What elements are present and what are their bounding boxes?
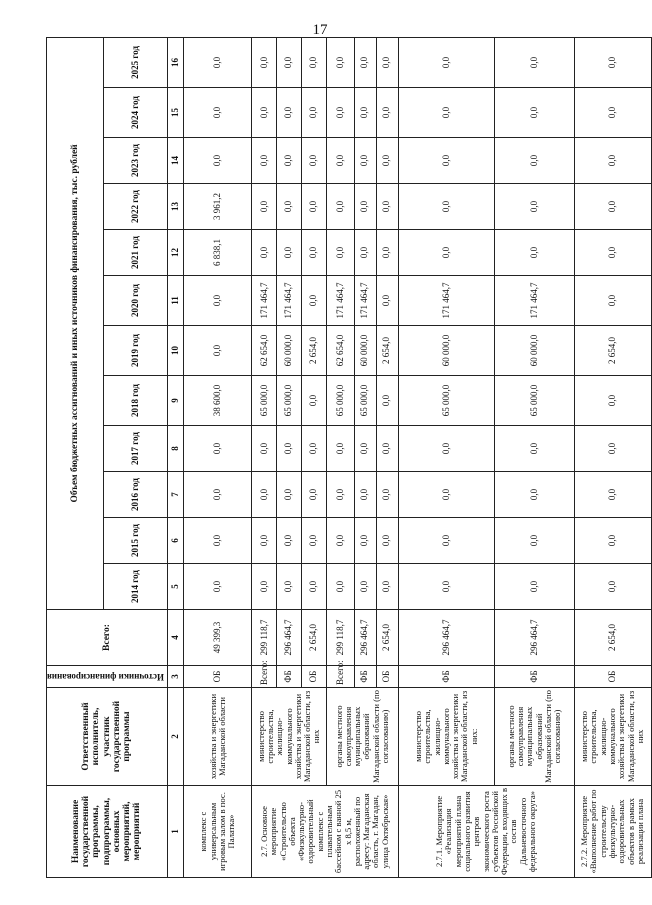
value-cell: 0,0 <box>398 472 495 518</box>
value-cell: 60 000,0 <box>354 326 376 376</box>
column-number: 13 <box>167 184 184 230</box>
header-year: 2014 год <box>104 564 167 610</box>
header-year: 2023 год <box>104 138 167 184</box>
column-number: 1 <box>167 786 184 878</box>
total-cell: 296 464,7 <box>495 610 574 666</box>
table-row <box>574 37 651 877</box>
value-cell: 0,0 <box>184 276 252 326</box>
value-cell: 0,0 <box>495 518 574 564</box>
value-cell: 0,0 <box>354 230 376 276</box>
value-cell: 0,0 <box>376 518 398 564</box>
column-number: 11 <box>167 276 184 326</box>
total-cell: 296 464,7 <box>398 610 495 666</box>
table-row <box>398 37 495 877</box>
header-year: 2018 год <box>104 376 167 426</box>
value-cell: 0,0 <box>398 518 495 564</box>
value-cell: 0,0 <box>398 88 495 138</box>
value-cell: 2 654,0 <box>574 326 651 376</box>
value-cell: 0,0 <box>252 564 277 610</box>
value-cell: 0,0 <box>574 472 651 518</box>
value-cell: 0,0 <box>376 426 398 472</box>
value-cell: 0,0 <box>252 37 277 87</box>
total-cell: 299 118,7 <box>252 610 277 666</box>
value-cell: 0,0 <box>574 37 651 87</box>
value-cell: 0,0 <box>184 518 252 564</box>
header-total: Всего: <box>47 610 168 666</box>
value-cell: 0,0 <box>376 37 398 87</box>
value-cell: 2 654,0 <box>302 326 327 376</box>
value-cell: 0,0 <box>398 426 495 472</box>
source-cell: ОБ <box>574 666 651 688</box>
table-row <box>327 37 354 877</box>
value-cell: 0,0 <box>574 184 651 230</box>
value-cell: 0,0 <box>495 426 574 472</box>
value-cell: 0,0 <box>327 472 354 518</box>
program-name-cell: 2.7.2. Мероприятие «Выполнение работ по строительству физкультурно-оздоровительных объектов в рамках реализации плана <box>574 786 651 878</box>
source-cell: ФБ <box>398 666 495 688</box>
value-cell: 0,0 <box>277 518 302 564</box>
value-cell: 0,0 <box>574 426 651 472</box>
value-cell: 0,0 <box>302 376 327 426</box>
executor-cell: министерство строительства, жилищно-коммунального хозяйства и энергетики Магаданской области, из них: <box>398 688 495 786</box>
column-number: 15 <box>167 88 184 138</box>
table-row <box>252 37 277 877</box>
header-year: 2022 год <box>104 184 167 230</box>
source-cell: ОБ <box>302 666 327 688</box>
value-cell: 0,0 <box>302 472 327 518</box>
value-cell: 6 838,1 <box>184 230 252 276</box>
funding-table <box>46 37 652 878</box>
value-cell: 0,0 <box>327 184 354 230</box>
column-number-row <box>167 37 184 877</box>
header-funding-title: Объем бюджетных ассигнований и иных источников финансирования, тыс. рублей <box>47 37 104 609</box>
value-cell: 0,0 <box>398 230 495 276</box>
program-name-cell: 2.7.1. Мероприятие «Реализация мероприятий плана социального развития центров экономического роста субъектов Российской Федерации, входящих в состав Дальневосточного федерального округа» <box>398 786 574 878</box>
value-cell: 0,0 <box>495 184 574 230</box>
value-cell: 0,0 <box>277 184 302 230</box>
total-cell: 2 654,0 <box>376 610 398 666</box>
value-cell: 62 654,0 <box>327 326 354 376</box>
column-number: 14 <box>167 138 184 184</box>
value-cell: 0,0 <box>376 184 398 230</box>
column-number: 8 <box>167 426 184 472</box>
total-cell: 296 464,7 <box>277 610 302 666</box>
value-cell: 65 000,0 <box>398 376 495 426</box>
total-cell: 296 464,7 <box>354 610 376 666</box>
value-cell: 0,0 <box>354 518 376 564</box>
value-cell: 0,0 <box>354 184 376 230</box>
value-cell: 0,0 <box>495 472 574 518</box>
program-name-cell: комплекс с универсальным игровым залом в пос. Палатка» <box>184 786 252 878</box>
value-cell: 65 000,0 <box>354 376 376 426</box>
value-cell: 0,0 <box>376 138 398 184</box>
program-name-cell: 2.7. Основное мероприятие «Строительство объекта «Физкультурно-оздоровительный комплекс с плавательным бассейном с ванной 25 х 8,5 м, расположенный по адресу: Магаданская область, г. Магадан, улица Октябрьская» <box>252 786 398 878</box>
value-cell: 0,0 <box>277 138 302 184</box>
value-cell: 65 000,0 <box>252 376 277 426</box>
value-cell: 60 000,0 <box>398 326 495 376</box>
header-year: 2019 год <box>104 326 167 376</box>
value-cell: 0,0 <box>398 184 495 230</box>
value-cell: 65 000,0 <box>327 376 354 426</box>
source-cell: ОБ <box>184 666 252 688</box>
value-cell: 0,0 <box>327 564 354 610</box>
value-cell: 0,0 <box>184 88 252 138</box>
executor-cell: органы местного самоуправления муниципальных образований Магаданской области (по согласованию) <box>327 688 398 786</box>
value-cell: 0,0 <box>354 37 376 87</box>
value-cell: 0,0 <box>354 426 376 472</box>
executor-cell: органы местного самоуправления муниципальных образований Магаданской области (по согласованию) <box>495 688 574 786</box>
value-cell: 0,0 <box>302 37 327 87</box>
executor-cell: хозяйства и энергетики Магаданской области <box>184 688 252 786</box>
value-cell: 0,0 <box>574 376 651 426</box>
value-cell: 0,0 <box>376 564 398 610</box>
table-row <box>495 37 574 877</box>
value-cell: 0,0 <box>327 426 354 472</box>
value-cell: 0,0 <box>574 518 651 564</box>
source-cell: ФБ <box>495 666 574 688</box>
header-year: 2024 год <box>104 88 167 138</box>
value-cell: 0,0 <box>252 230 277 276</box>
value-cell: 0,0 <box>302 230 327 276</box>
value-cell: 171 464,7 <box>252 276 277 326</box>
header-source <box>47 666 168 688</box>
value-cell: 0,0 <box>252 426 277 472</box>
value-cell: 0,0 <box>302 276 327 326</box>
value-cell: 171 464,7 <box>327 276 354 326</box>
value-cell: 0,0 <box>495 230 574 276</box>
column-number: 16 <box>167 37 184 87</box>
total-cell: 49 399,3 <box>184 610 252 666</box>
value-cell: 0,0 <box>302 426 327 472</box>
header-year: 2015 год <box>104 518 167 564</box>
header-executor: Ответственный исполнитель, участник государственной программы <box>47 688 168 786</box>
source-cell: ФБ <box>277 666 302 688</box>
source-cell: Всего: <box>252 666 277 688</box>
value-cell: 0,0 <box>327 88 354 138</box>
header-year: 2016 год <box>104 472 167 518</box>
value-cell: 2 654,0 <box>376 326 398 376</box>
header-year: 2021 год <box>104 230 167 276</box>
total-cell: 2 654,0 <box>574 610 651 666</box>
value-cell: 0,0 <box>277 426 302 472</box>
table-rotation-wrapper <box>46 38 645 878</box>
column-number: 3 <box>167 666 184 688</box>
value-cell: 0,0 <box>574 88 651 138</box>
value-cell: 0,0 <box>354 564 376 610</box>
value-cell: 38 600,0 <box>184 376 252 426</box>
value-cell: 60 000,0 <box>277 326 302 376</box>
value-cell: 0,0 <box>495 88 574 138</box>
executor-cell: министерство строительства, жилищно-коммунального хозяйства и энергетики Магаданской области, из них <box>574 688 651 786</box>
value-cell: 0,0 <box>574 230 651 276</box>
value-cell: 171 464,7 <box>495 276 574 326</box>
value-cell: 0,0 <box>184 37 252 87</box>
value-cell: 0,0 <box>354 138 376 184</box>
total-cell: 2 654,0 <box>302 610 327 666</box>
value-cell: 65 000,0 <box>495 376 574 426</box>
value-cell: 0,0 <box>354 88 376 138</box>
executor-cell: министерство строительства, жилищно-коммунального хозяйства и энергетики Магаданской области, из них <box>252 688 327 786</box>
value-cell: 0,0 <box>277 88 302 138</box>
total-cell: 299 118,7 <box>327 610 354 666</box>
value-cell: 0,0 <box>302 88 327 138</box>
value-cell: 0,0 <box>327 138 354 184</box>
value-cell: 0,0 <box>574 564 651 610</box>
value-cell: 0,0 <box>376 230 398 276</box>
column-number: 7 <box>167 472 184 518</box>
header-source-label: Источники финансирования <box>47 672 164 683</box>
header-name: Наименование государственной программы, подпрограммы, основных мероприятий, мероприятий <box>47 786 168 878</box>
value-cell: 0,0 <box>252 518 277 564</box>
value-cell: 0,0 <box>495 564 574 610</box>
table-row <box>184 37 252 877</box>
value-cell: 65 000,0 <box>277 376 302 426</box>
value-cell: 0,0 <box>376 472 398 518</box>
value-cell: 171 464,7 <box>398 276 495 326</box>
value-cell: 0,0 <box>252 184 277 230</box>
source-cell: ФБ <box>354 666 376 688</box>
column-number: 4 <box>167 610 184 666</box>
header-year: 2025 год <box>104 37 167 87</box>
value-cell: 0,0 <box>277 472 302 518</box>
column-number: 12 <box>167 230 184 276</box>
funding-table-container <box>46 38 645 878</box>
value-cell: 0,0 <box>252 88 277 138</box>
value-cell: 0,0 <box>184 326 252 376</box>
value-cell: 0,0 <box>376 88 398 138</box>
value-cell: 171 464,7 <box>354 276 376 326</box>
value-cell: 62 654,0 <box>252 326 277 376</box>
value-cell: 0,0 <box>398 138 495 184</box>
value-cell: 0,0 <box>302 184 327 230</box>
value-cell: 0,0 <box>302 518 327 564</box>
value-cell: 0,0 <box>252 138 277 184</box>
value-cell: 0,0 <box>327 230 354 276</box>
source-cell: ОБ <box>376 666 398 688</box>
column-number: 5 <box>167 564 184 610</box>
page-number: 17 <box>312 22 328 38</box>
value-cell: 0,0 <box>354 472 376 518</box>
value-cell: 0,0 <box>302 138 327 184</box>
column-number: 2 <box>167 688 184 786</box>
value-cell: 0,0 <box>184 564 252 610</box>
source-cell: Всего: <box>327 666 354 688</box>
header-year: 2017 год <box>104 426 167 472</box>
value-cell: 0,0 <box>495 37 574 87</box>
column-number: 10 <box>167 326 184 376</box>
value-cell: 0,0 <box>277 564 302 610</box>
value-cell: 0,0 <box>327 518 354 564</box>
value-cell: 0,0 <box>398 37 495 87</box>
value-cell: 0,0 <box>574 276 651 326</box>
value-cell: 0,0 <box>302 564 327 610</box>
value-cell: 0,0 <box>184 138 252 184</box>
value-cell: 0,0 <box>398 564 495 610</box>
value-cell: 0,0 <box>184 426 252 472</box>
value-cell: 0,0 <box>184 472 252 518</box>
value-cell: 0,0 <box>376 276 398 326</box>
value-cell: 0,0 <box>277 230 302 276</box>
value-cell: 60 000,0 <box>495 326 574 376</box>
column-number: 9 <box>167 376 184 426</box>
value-cell: 0,0 <box>376 376 398 426</box>
value-cell: 0,0 <box>574 138 651 184</box>
value-cell: 3 961,2 <box>184 184 252 230</box>
value-cell: 171 464,7 <box>277 276 302 326</box>
value-cell: 0,0 <box>277 37 302 87</box>
column-number: 6 <box>167 518 184 564</box>
header-year: 2020 год <box>104 276 167 326</box>
value-cell: 0,0 <box>327 37 354 87</box>
value-cell: 0,0 <box>252 472 277 518</box>
value-cell: 0,0 <box>495 138 574 184</box>
